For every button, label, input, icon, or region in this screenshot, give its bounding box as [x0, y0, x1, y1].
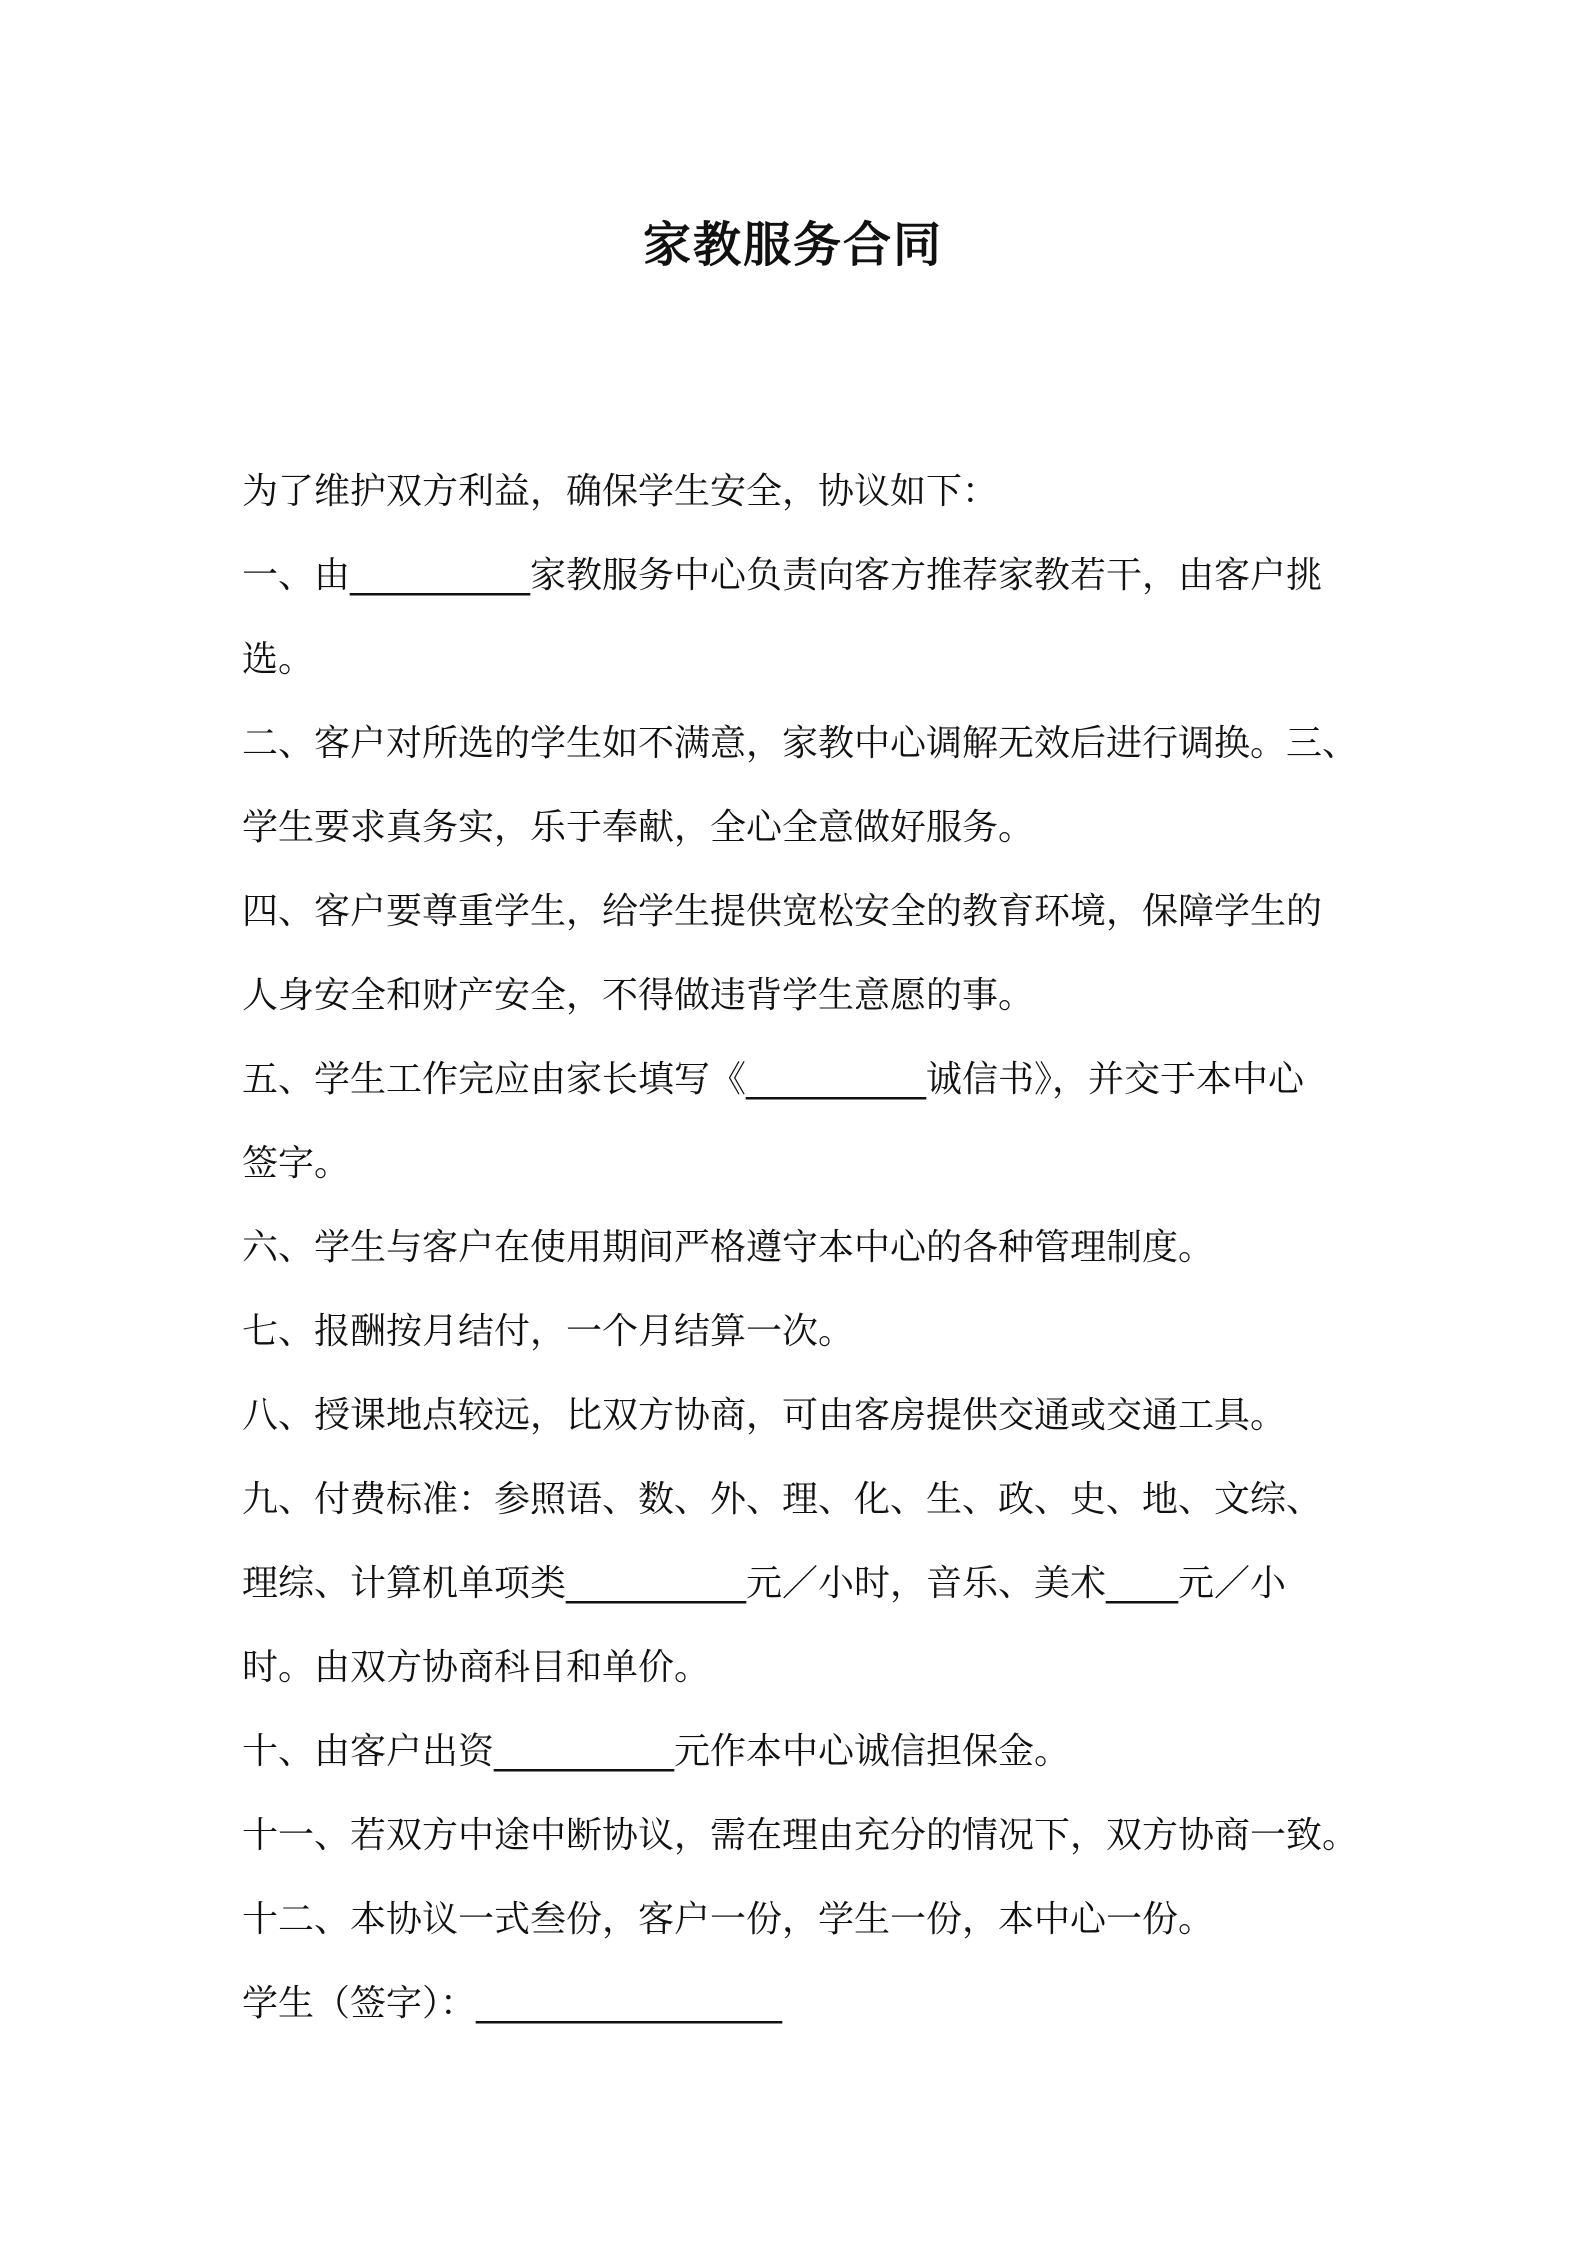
- clause-12-line-1: 十二、本协议一式叁份，客户一份，学生一份，本中心一份。: [242, 1899, 1215, 1940]
- student-signature-line: 学生（签字）：_________________: [242, 1983, 783, 2024]
- clause-7-line-1: 七、报酬按月结付，一个月结算一次。: [242, 1311, 855, 1352]
- intro-line: 为了维护双方利益，确保学生安全，协议如下：: [242, 471, 999, 512]
- contract-body: [242, 450, 1362, 2046]
- clause-9-line-1: 九、付费标准：参照语、数、外、理、化、生、政、史、地、文综、: [242, 1479, 1323, 1520]
- clause-6-line-1: 六、学生与客户在使用期间严格遵守本中心的各种管理制度。: [242, 1227, 1215, 1268]
- clause-9-line-3: 时。由双方协商科目和单价。: [242, 1647, 711, 1688]
- clause-5-line-2: 签字。: [242, 1143, 351, 1184]
- clause-3-line-1: 学生要求真务实，乐于奉献，全心全意做好服务。: [242, 807, 1035, 848]
- clause-1-line-2: 选。: [242, 639, 315, 680]
- clause-1-line-1: 一、由__________家教服务中心负责向客方推荐家教若干，由客户挑: [242, 555, 1323, 596]
- clause-9-line-2: 理综、计算机单项类__________元／小时，音乐、美术____元／小: [242, 1563, 1287, 1604]
- clause-4-line-1: 四、客户要尊重学生，给学生提供宽松安全的教育环境，保障学生的: [242, 891, 1323, 932]
- clause-10-line-1: 十、由客户出资__________元作本中心诚信担保金。: [242, 1731, 1071, 1772]
- clause-4-line-2: 人身安全和财产安全，不得做违背学生意愿的事。: [242, 975, 1035, 1016]
- clause-2-line-1: 二、客户对所选的学生如不满意，家教中心调解无效后进行调换。三、: [242, 723, 1359, 764]
- document-title: 家教服务合同: [642, 217, 943, 273]
- clause-5-line-1: 五、学生工作完应由家长填写《__________诚信书》，并交于本中心: [242, 1059, 1305, 1100]
- clause-8-line-1: 八、授课地点较远，比双方协商，可由客房提供交通或交通工具。: [242, 1395, 1287, 1436]
- clause-11-line-1: 十一、若双方中途中断协议，需在理由充分的情况下，双方协商一致。: [242, 1815, 1359, 1856]
